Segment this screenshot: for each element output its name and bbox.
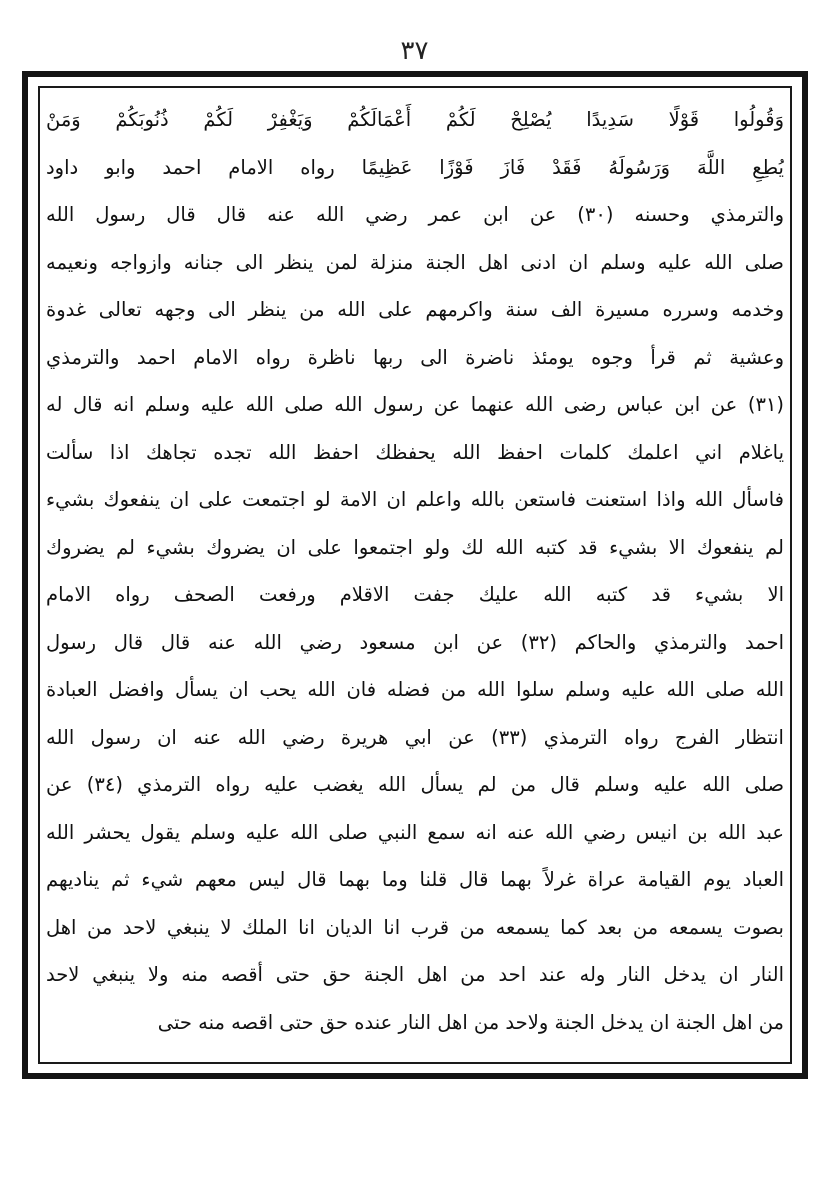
text-line: الا بشيء قد كتبه الله عليك جفت الاقلام ورفعت الصحف رواه الامام <box>46 583 784 606</box>
page-number: ٣٧ <box>400 36 429 66</box>
text-line: من اهل الجنة ان يدخل الجنة ولاحد من اهل النار عنده حق حتى اقصه منه حتى <box>157 1010 784 1034</box>
text-line: انتظار الفرج رواه الترمذي (٣٣) عن ابي هريرة رضي الله عنه ان رسول الله <box>46 725 784 749</box>
text-line: (٣١) عن ابن عباس رضى الله عنهما عن رسول الله صلى الله عليه وسلم انه قال له <box>46 393 784 416</box>
text-line: وعشية ثم قرأ وجوه يومئذ ناضرة الى ربها ناظرة رواه الامام احمد والترمذي <box>46 345 784 369</box>
text-line: وَقُولُوا قَوْلًا سَدِيدًا يُصْلِحْ لَكُمْ أَعْمَالَكُمْ وَيَغْفِرْ لَكُمْ ذُنُوبَكُمْ وَمَنْ <box>46 108 784 131</box>
text-body <box>46 96 784 1056</box>
text-line: ياغلام اني اعلمك كلمات احفظ الله يحفظك احفظ الله تجده تجاهك اذا سألت <box>46 440 784 464</box>
text-line: صلى الله عليه وسلم قال من لم يسأل الله يغضب عليه رواه الترمذي (٣٤) عن <box>46 773 784 796</box>
text-line: فاسأل الله واذا استعنت فاستعن بالله واعلم ان الامة لو اجتمعت على ان ينفعوك بشيء <box>46 488 784 511</box>
text-line: يُطِعِ اللَّهَ وَرَسُولَهُ فَقَدْ فَازَ فَوْزًا عَظِيمًا رواه الامام احمد وابو داود <box>46 155 784 179</box>
text-line: وخدمه وسرره مسيرة الف سنة واكرمهم على الله من ينظر الى وجهه تعالى غدوة <box>46 298 784 321</box>
text-line: النار ان يدخل النار وله عند احد من اهل الجنة حق حتى أقصه منه ولا ينبغي لاحد <box>46 963 784 986</box>
text-line: العباد يوم القيامة عراة غرلاً بهما قال قلنا وما بهما قال ليس معهم شيء ثم يناديهم <box>46 868 784 891</box>
text-line: عبد الله بن انيس رضي الله عنه انه سمع النبي صلى الله عليه وسلم يقول يحشر الله <box>46 820 784 844</box>
text-line: لم ينفعوك الا بشيء قد كتبه الله لك ولو اجتمعوا على ان يضروك بشيء لم يضروك <box>46 535 784 559</box>
text-line: والترمذي وحسنه (٣٠) عن ابن عمر رضي الله عنه قال قال رسول الله <box>46 203 784 226</box>
text-line: الله صلى الله عليه وسلم سلوا الله من فضله فان الله يحب ان يسأل وافضل العبادة <box>46 678 784 701</box>
text-line: صلى الله عليه وسلم ان ادنى اهل الجنة منزلة لمن ينظر الى جنانه وازواجه ونعيمه <box>46 250 784 274</box>
text-line: احمد والترمذي والحاكم (٣٢) عن ابن مسعود رضي الله عنه قال قال رسول <box>46 630 784 654</box>
text-line: بصوت يسمعه من بعد كما يسمعه من قرب انا الديان انا الملك لا ينبغي لاحد من اهل <box>46 915 784 939</box>
